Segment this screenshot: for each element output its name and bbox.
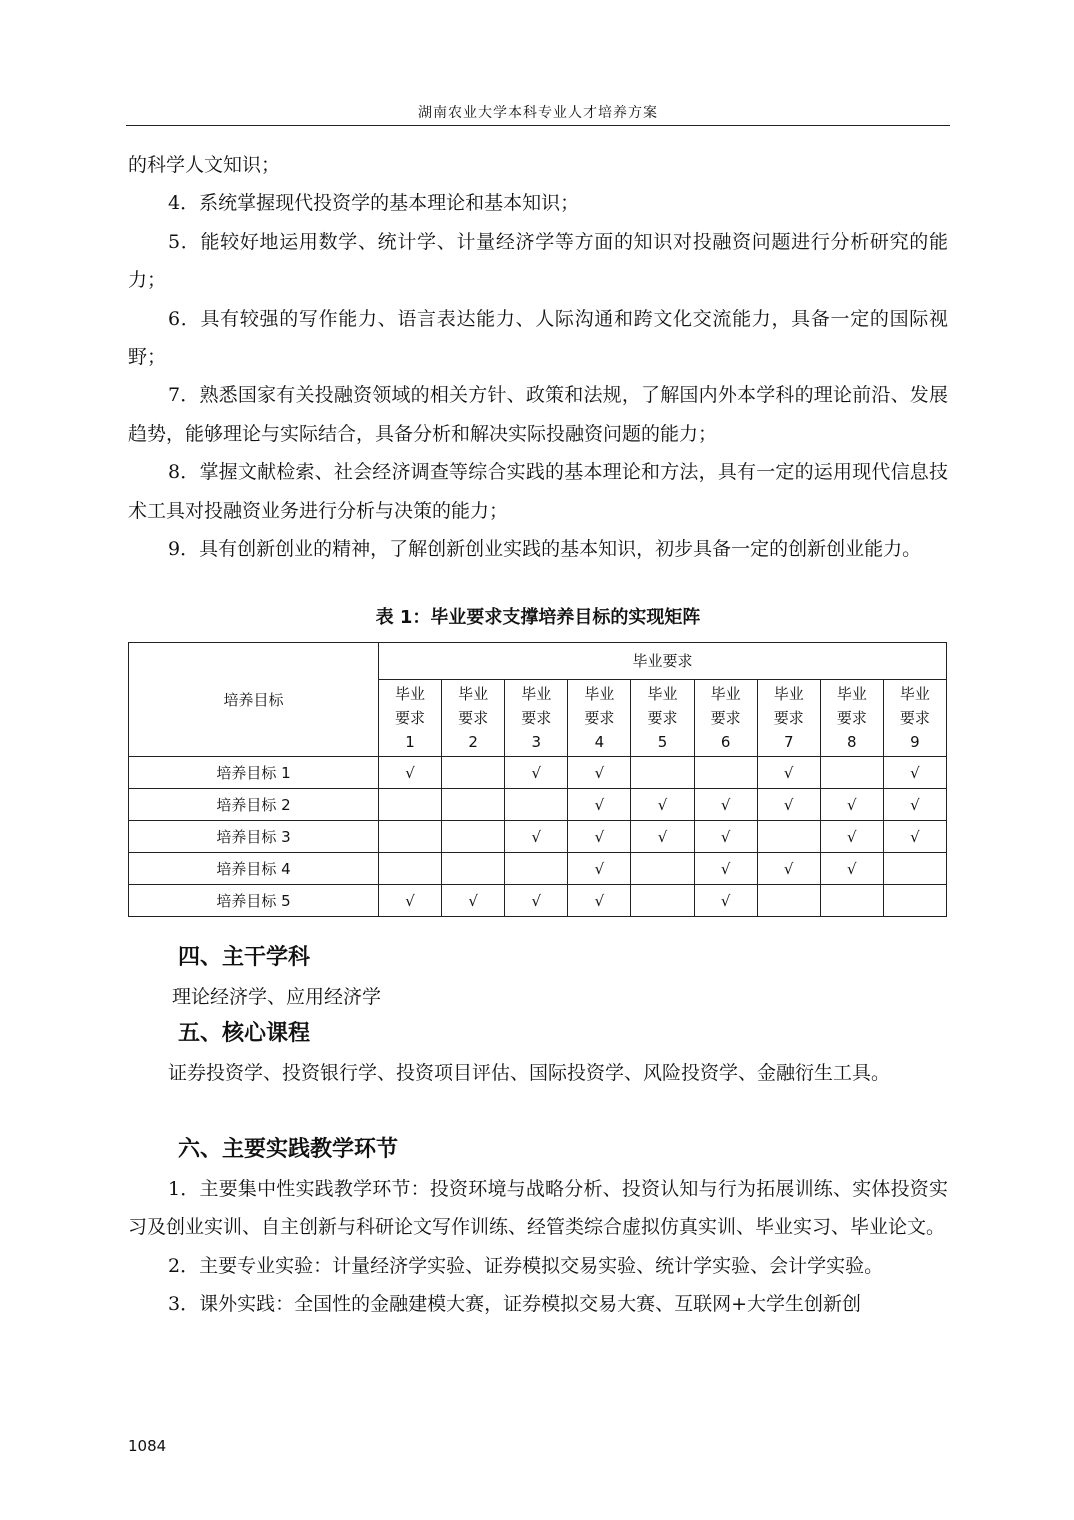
check-cell: √	[757, 789, 820, 821]
section-core-courses	[128, 1014, 948, 1092]
table-header-row	[129, 643, 947, 680]
requirement-4: 4．系统掌握现代投资学的基本理论和基本知识；	[168, 192, 580, 215]
goal-label: 培养目标 2	[129, 789, 379, 821]
requirement-header-6: 毕业要求6	[694, 680, 757, 757]
check-cell: √	[757, 757, 820, 789]
check-cell: √	[883, 821, 946, 853]
goal-column-header: 培养目标	[129, 643, 379, 757]
check-cell: √	[631, 821, 694, 853]
check-cell: √	[694, 821, 757, 853]
requirement-9: 9．具有创新创业的精神，了解创新创业实践的基本知识，初步具备一定的创新创业能力。	[168, 538, 922, 561]
check-cell	[631, 853, 694, 885]
check-cell: √	[883, 757, 946, 789]
check-cell: √	[820, 853, 883, 885]
goal-label: 培养目标 4	[129, 853, 379, 885]
check-cell	[694, 757, 757, 789]
practice-item-1: 1．主要集中性实践教学环节：投资环境与战略分析、投资认知与行为拓展训练、实体投资实习及创业实训、自主创新与科研论文写作训练、经管类综合虚拟仿真实训、毕业实习、毕业论文。	[128, 1178, 948, 1239]
check-cell	[379, 821, 442, 853]
requirement-7: 7．熟悉国家有关投融资领域的相关方针、政策和法规，了解国内外本学科的理论前沿、发展趋势，能够理论与实际结合，具备分析和解决实际投融资问题的能力；	[128, 384, 948, 445]
check-cell: √	[568, 853, 631, 885]
section-main-subjects	[128, 938, 948, 1016]
check-cell	[631, 885, 694, 917]
section-text: 理论经济学、应用经济学	[172, 986, 382, 1008]
requirements-group-header: 毕业要求	[379, 643, 947, 680]
check-cell	[883, 853, 946, 885]
table-row	[129, 853, 947, 885]
check-cell	[505, 789, 568, 821]
practice-item-3: 3．课外实践：全国性的金融建模大赛，证券模拟交易大赛、互联网+大学生创新创	[168, 1293, 862, 1316]
check-cell: √	[631, 789, 694, 821]
requirement-5: 5．能较好地运用数学、统计学、计量经济学等方面的知识对投融资问题进行分析研究的能力；	[128, 230, 948, 292]
check-cell	[442, 789, 505, 821]
check-cell	[757, 821, 820, 853]
check-cell: √	[694, 885, 757, 917]
requirement-header-3: 毕业要求3	[505, 680, 568, 757]
goal-label: 培养目标 1	[129, 757, 379, 789]
page-number: 1084	[128, 1437, 167, 1455]
requirement-header-9: 毕业要求9	[883, 680, 946, 757]
section-practice	[128, 1130, 948, 1324]
check-cell	[379, 789, 442, 821]
check-cell	[631, 757, 694, 789]
goal-label: 培养目标 3	[129, 821, 379, 853]
requirement-header-2: 毕业要求2	[442, 680, 505, 757]
table-row	[129, 757, 947, 789]
check-cell: √	[694, 789, 757, 821]
check-cell	[820, 885, 883, 917]
running-header: 湖南农业大学本科专业人才培养方案	[418, 105, 658, 121]
check-cell: √	[820, 789, 883, 821]
check-cell: √	[505, 757, 568, 789]
requirement-header-8: 毕业要求8	[820, 680, 883, 757]
check-cell	[883, 885, 946, 917]
requirement-header-4: 毕业要求4	[568, 680, 631, 757]
check-cell	[379, 853, 442, 885]
requirement-header-1: 毕业要求1	[379, 680, 442, 757]
check-cell: √	[568, 821, 631, 853]
requirement-header-7: 毕业要求7	[757, 680, 820, 757]
table-row	[129, 789, 947, 821]
requirement-8: 8．掌握文献检索、社会经济调查等综合实践的基本理论和方法，具有一定的运用现代信息技术工具对投融资业务进行分析与决策的能力；	[128, 461, 948, 522]
check-cell: √	[379, 885, 442, 917]
goal-label: 培养目标 5	[129, 885, 379, 917]
check-cell: √	[883, 789, 946, 821]
check-cell: √	[568, 789, 631, 821]
table-caption: 表 1：毕业要求支撑培养目标的实现矩阵	[375, 607, 701, 628]
practice-item-2: 2．主要专业实验：计量经济学实验、证券模拟交易实验、统计学实验、会计学实验。	[168, 1254, 884, 1277]
section-heading: 六、主要实践教学环节	[178, 1137, 399, 1162]
requirement-header-5: 毕业要求5	[631, 680, 694, 757]
check-cell: √	[757, 853, 820, 885]
section-text: 证券投资学、投资银行学、投资项目评估、国际投资学、风险投资学、金融衍生工具。	[168, 1062, 891, 1084]
check-cell: √	[442, 885, 505, 917]
check-cell	[820, 757, 883, 789]
check-cell	[757, 885, 820, 917]
check-cell: √	[820, 821, 883, 853]
check-cell: √	[505, 885, 568, 917]
check-cell: √	[568, 885, 631, 917]
section-heading: 四、主干学科	[178, 945, 311, 970]
paragraph-continuation: 的科学人文知识；	[128, 154, 281, 176]
check-cell	[505, 853, 568, 885]
requirements-text	[128, 146, 948, 568]
table-row	[129, 821, 947, 853]
check-cell	[442, 757, 505, 789]
check-cell: √	[505, 821, 568, 853]
support-matrix-table	[128, 642, 947, 917]
table-row	[129, 885, 947, 917]
check-cell: √	[694, 853, 757, 885]
check-cell: √	[379, 757, 442, 789]
check-cell: √	[568, 757, 631, 789]
check-cell	[442, 853, 505, 885]
check-cell	[442, 821, 505, 853]
section-heading: 五、核心课程	[178, 1021, 311, 1046]
requirement-6: 6．具有较强的写作能力、语言表达能力、人际沟通和跨文化交流能力，具备一定的国际视野；	[128, 307, 948, 369]
header-rule	[126, 125, 950, 126]
